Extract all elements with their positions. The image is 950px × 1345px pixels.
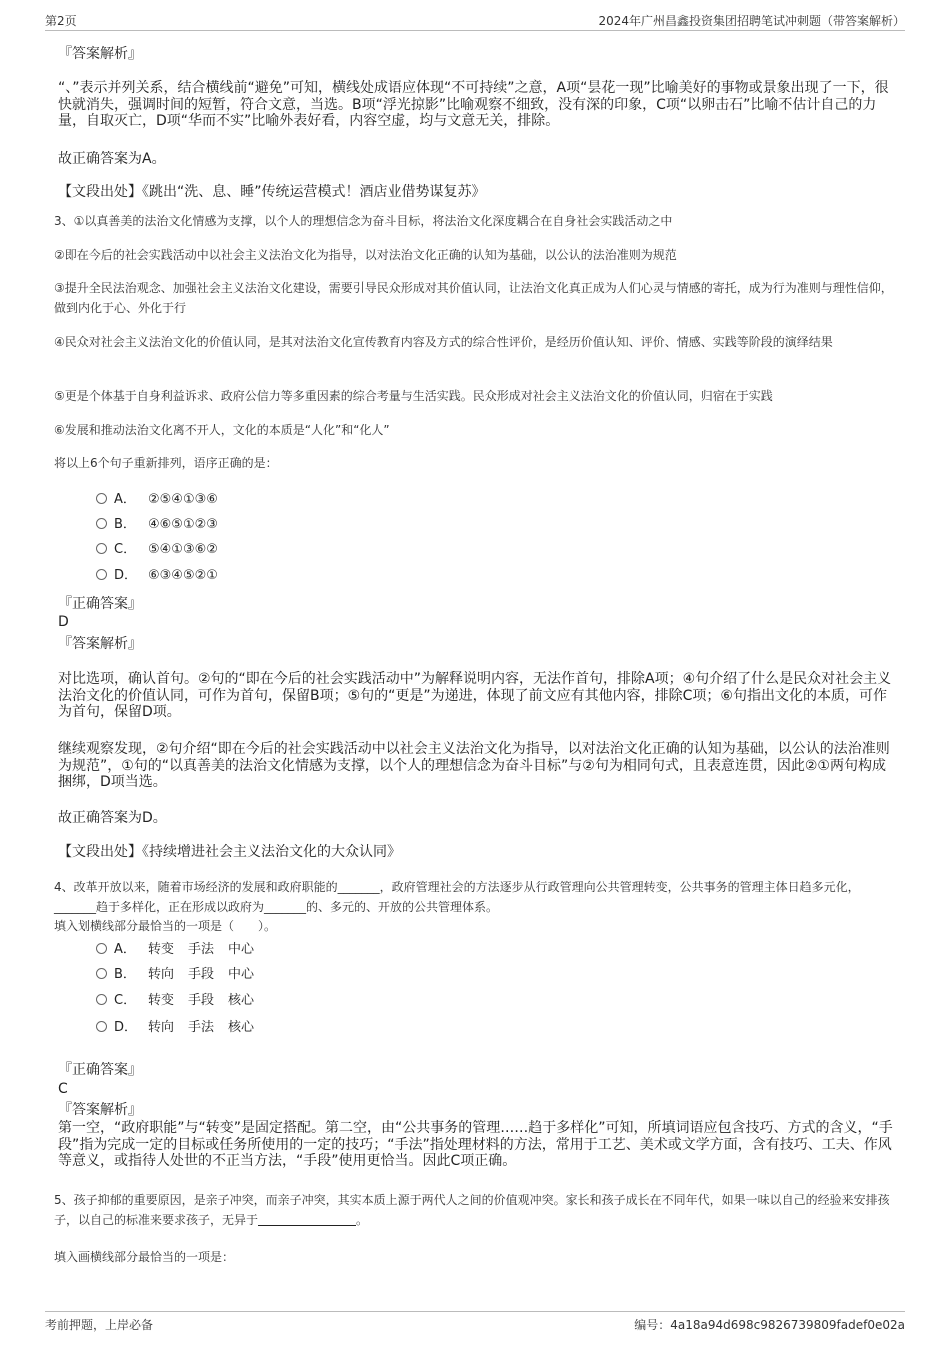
- q2-analysis-text: “、”表示并列关系，结合横线前“避免”可知，横线处成语应体现“不可持续”之意，A项“昙花一现”比喻美好的事物或景象出现了一下，很快就消失，强调时间的短暂，符合文意，当选。B项“浮光掠影”比喻观察不细致，没有深的印象，C项“以卵击石”比喻不估计自己的力量，自取灭亡，D项“华而不实”比喻外表好看，内容空虚，均与文意无关，排除。: [58, 80, 889, 129]
- q4-answer: C: [58, 1081, 68, 1097]
- footer-slogan: 考前押题，上岸必备: [45, 1318, 154, 1332]
- q3-option-d[interactable]: D． ⑥③④⑤②①: [96, 567, 218, 585]
- q3-source: 【文段出处】《持续增进社会主义法治文化的大众认同》: [58, 844, 401, 860]
- q4-analysis-label: 『答案解析』: [58, 1102, 142, 1118]
- q4-option-c[interactable]: C． 转变 手段 核心: [96, 992, 254, 1010]
- q5-prompt: 填入画横线部分最恰当的一项是：: [54, 1250, 235, 1264]
- answer-blank: [258, 1213, 356, 1226]
- radio-icon[interactable]: [96, 1021, 107, 1032]
- q3-option-b[interactable]: B． ④⑥⑤①②③: [96, 516, 218, 534]
- q3-sentence-5: ⑤更是个体基于自身利益诉求、政府公信力等多重因素的综合考量与生活实践。民众形成对社会主义法治文化的价值认同，归宿在于实践: [54, 389, 773, 403]
- q3-sentence-2: ②即在今后的社会实践活动中以社会主义法治文化为指导，以对法治文化正确的认知为基础，以公认的法治准则为规范: [54, 248, 677, 262]
- q3-option-a[interactable]: A． ②⑤④①③⑥: [96, 491, 218, 509]
- q4-option-a[interactable]: A． 转变 手法 中心: [96, 941, 254, 959]
- q3-answer-label: 『正确答案』: [58, 596, 142, 612]
- q2-source: 【文段出处】《跳出“洗、息、睡”传统运营模式！酒店业借势谋复苏》: [58, 184, 486, 200]
- q4-option-b[interactable]: B． 转向 手段 中心: [96, 966, 254, 984]
- q2-analysis-label: 『答案解析』: [58, 46, 142, 62]
- q3-analysis-label: 『答案解析』: [58, 636, 142, 652]
- footer-doc-id: 编号：4a18a94d698c9826739809fadef0e02a: [634, 1318, 905, 1332]
- q4-analysis: 第一空，“政府职能”与“转变”是固定搭配。第二空，由“公共事务的管理……趋于多样化”可知，所填词语应包含技巧、方式的含义，“手段”指为完成一定的目标或任务所使用的一定的技巧；“手法”指处理材料的方法，常用于工艺、美术或文学方面，含有技巧、工夫、作风等意义，或指待人处世的不正当方法，“手段”使用更恰当。因此C项正确。: [58, 1120, 893, 1169]
- radio-icon[interactable]: [96, 968, 107, 979]
- q3-sentence-1: 3、①以真善美的法治文化情感为支撑，以个人的理想信念为奋斗目标，将法治文化深度耦合在自身社会实践活动之中: [54, 214, 673, 228]
- radio-icon[interactable]: [96, 943, 107, 954]
- radio-icon[interactable]: [96, 543, 107, 554]
- q3-analysis-p2: 继续观察发现，②句介绍“即在今后的社会实践活动中以社会主义法治文化为指导，以对法治文化正确的认知为基础，以公认的法治准则为规范”，①句的“以真善美的法治文化情感为支撑，以个人的理想信念为奋斗目标”与②句为相同句式，且表意连贯，因此②①两句构成捆绑，D项当选。: [58, 741, 890, 790]
- q3-analysis-p1: 对比选项，确认首句。②句的“即在今后的社会实践活动中”为解释说明内容，无法作首句，排除A项；④句介绍了什么是民众对社会主义法治文化的价值认同，可作为首句，保留B项；⑤句的“更是”为递进，体现了前文应有其他内容，排除C项；⑥句指出文化的本质，可作为首句，保留D项。: [58, 671, 892, 720]
- q5-text: 5、孩子抑郁的重要原因，是亲子冲突，而亲子冲突，其实本质上源于两代人之间的价值观冲突。家长和孩子成长在不同年代，如果一味以自己的经验来安排孩子，以自己的标准来要求孩子，无异于 。: [54, 1193, 890, 1227]
- radio-icon[interactable]: [96, 994, 107, 1005]
- q3-prompt: 将以上6个句子重新排列，语序正确的是：: [54, 456, 278, 470]
- q3-sentence-6: ⑥发展和推动法治文化离不开人，文化的本质是“人化”和“化人”: [54, 423, 390, 437]
- q2-conclusion: 故正确答案为A。: [58, 151, 166, 167]
- page-number: 第2页: [45, 14, 77, 28]
- radio-icon[interactable]: [96, 493, 107, 504]
- q3-sentence-4: ④民众对社会主义法治文化的价值认同，是其对法治文化宣传教育内容及方式的综合性评价，是经历价值认知、评价、情感、实践等阶段的演绎结果: [54, 335, 833, 349]
- q3-answer: D: [58, 614, 69, 630]
- page-footer: [45, 1311, 905, 1336]
- page-header: [45, 8, 905, 31]
- q3-sentence-3: ③提升全民法治观念、加强社会主义法治文化建设，需要引导民众形成对其价值认同，让法治文化真正成为人们心灵与情感的寄托，成为行为准则与理性信仰，做到内化于心、外化于行: [54, 281, 893, 315]
- q3-option-c[interactable]: C． ⑤④①③⑥②: [96, 541, 218, 559]
- q4-option-d[interactable]: D． 转向 手法 核心: [96, 1019, 254, 1037]
- q3-conclusion: 故正确答案为D。: [58, 810, 167, 826]
- radio-icon[interactable]: [96, 569, 107, 580]
- q4-answer-label: 『正确答案』: [58, 1062, 142, 1078]
- q4-text: 4、改革开放以来，随着市场经济的发展和政府职能的_______，政府管理社会的方法逐步从行政管理向公共管理转变，公共事务的管理主体日趋多元化，_______趋于多样化，正在形成以政府为_______的、多元的、开放的公共管理体系。: [54, 880, 860, 914]
- q4-prompt: 填入划横线部分最恰当的一项是（ ）。: [54, 919, 277, 933]
- radio-icon[interactable]: [96, 518, 107, 529]
- document-title: 2024年广州昌鑫投资集团招聘笔试冲刺题（带答案解析）: [598, 14, 905, 28]
